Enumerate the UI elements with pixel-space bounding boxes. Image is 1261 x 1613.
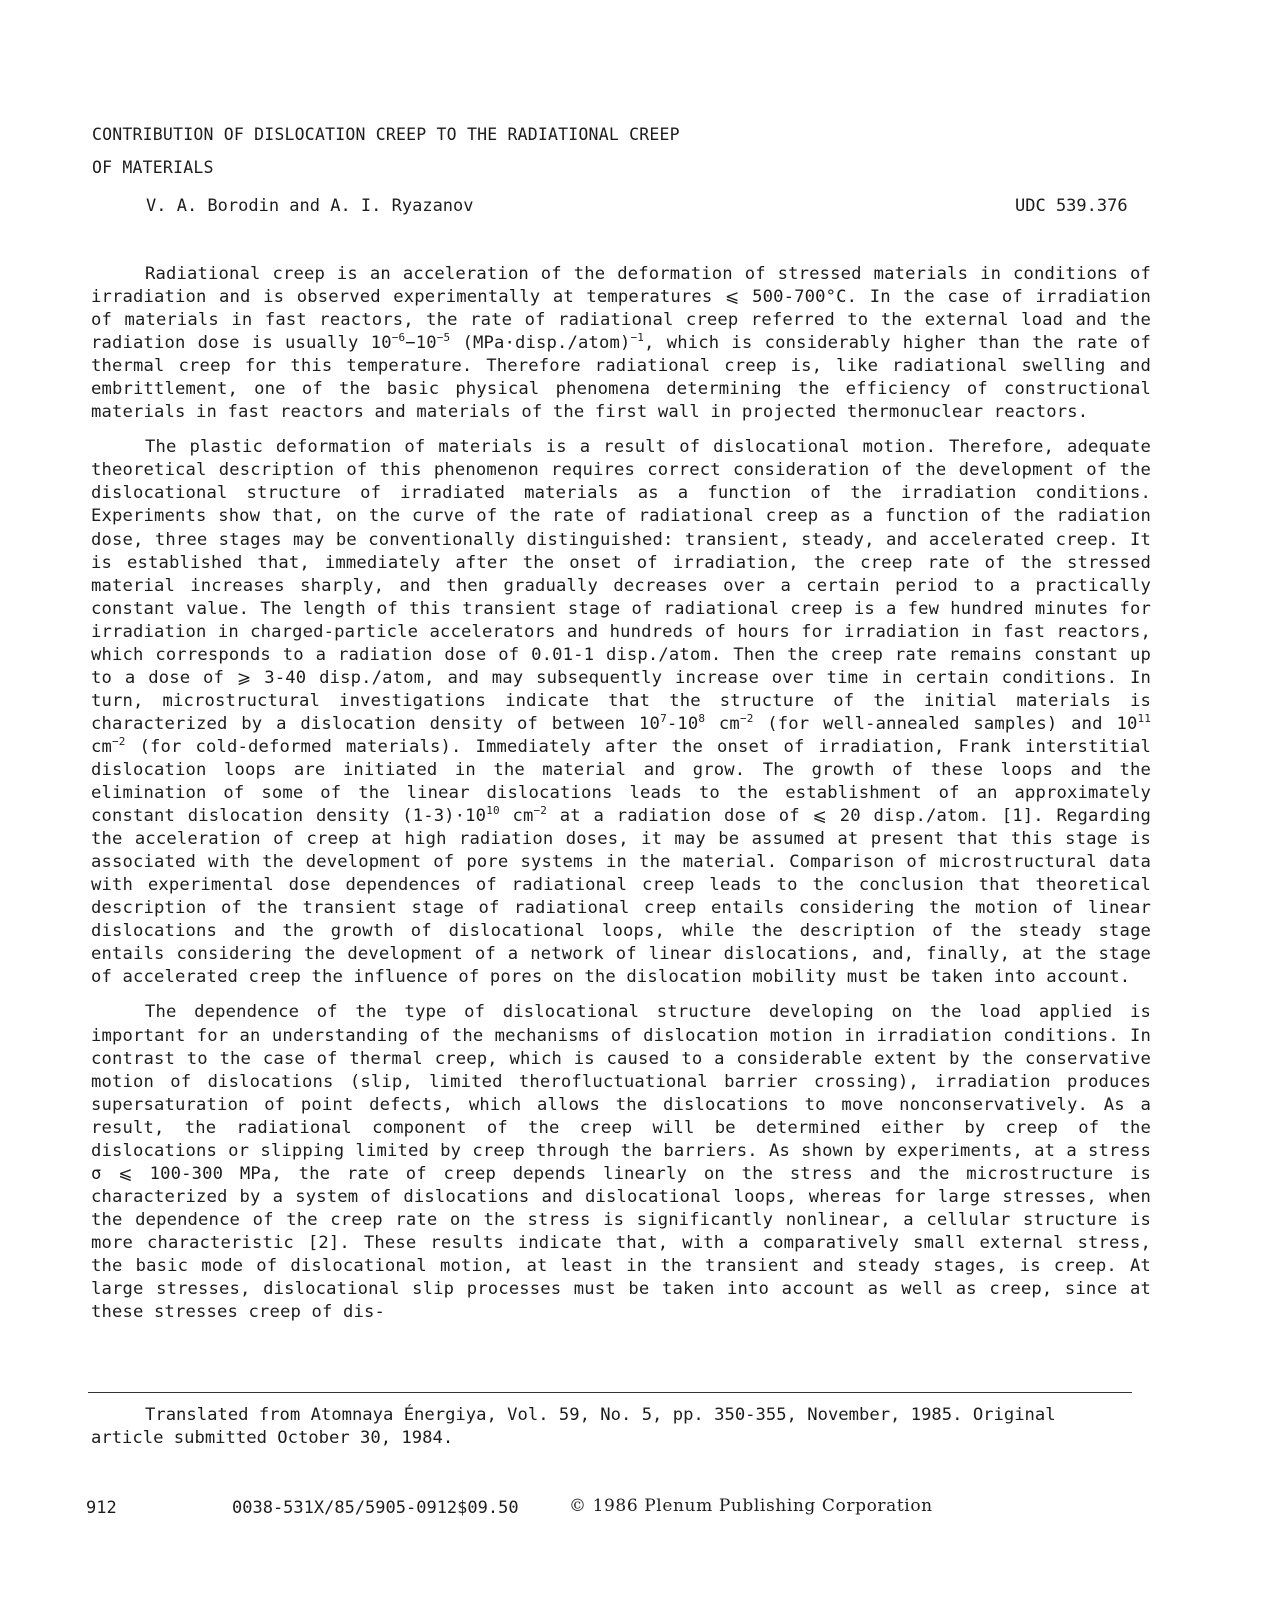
article-body [91, 263, 1151, 1336]
paragraph-2: The plastic deformation of materials is a result of dislocational motion. Therefore, adequate theoretical description of this phenomenon requires correct consideration of the development of the dislocational structure of irradiated materials as a function of the irradiation conditions. Experiments show that, on the curve of the rate of radiational creep as a function of the radiation dose, three stages may be conventionally distinguished: transient, steady, and accelerated creep. It is established that, immediately after the onset of irradiation, the creep rate of the stressed material increases sharply, and then gradually decreases over a certain period to a practically constant value. The length of this transient stage of radiational creep is a few hundred minutes for irradiation in charged-particle accelerators and hundreds of hours for irradiation in fast reactors, which corresponds to a radiation dose of 0.01-1 disp./atom. Then the creep rate remains constant up to a dose of ⩾ 3-40 disp./atom, and may subsequently increase over time in certain conditions. In turn, microstructural investigations indicate that the structure of the initial materials is characterized by a dislocation density of between $10^7-10^8$ $cm^{-2}$ (for well-annealed samples) and $10^{11}$ $cm^{-2}$ (for cold-deformed materials). Immediately after the onset of irradiation, Frank interstitial dislocation loops are initiated in the material and grow. The growth of these loops and the elimination of some of the linear dislocations leads to the establishment of an approximately constant dislocation density $(1-3)\cdot 10^{10}$ $cm^{-2}$ at a radiation dose of ⩽ 20 disp./atom. [1]. Regarding the acceleration of creep at high radiation doses, it may be assumed at present that this stage is associated with the development of pore systems in the material. Comparison of microstructural data with experimental dose dependences of radiational creep leads to the conclusion that theoretical description of the transient stage of radiational creep entails considering the motion of linear dislocations and the growth of dislocational loops, while the description of the steady stage entails considering the development of a network of linear dislocations, and, finally, at the stage of accelerated creep the influence of pores on the dislocation mobility must be taken into account. [91, 437, 1152, 988]
article-code: 0038-531X/85/5905-0912$09.50 [232, 1498, 519, 1518]
copyright: © 1986 Plenum Publishing Corporation [569, 1496, 933, 1516]
page-number: 912 [86, 1498, 117, 1518]
title-line-1: CONTRIBUTION OF DISLOCATION CREEP TO THE RADIATIONAL CREEP [92, 125, 680, 144]
authors: V. A. Borodin and A. I. Ryazanov [146, 196, 474, 216]
article-title [92, 118, 680, 184]
paragraph-3: The dependence of the type of dislocational structure developing on the load applied is important for an understanding of the mechanisms of dislocation motion in irradiation conditions. In contrast to the case of thermal creep, which is caused to a considerable extent by the conservative motion of dislocations (slip, limited therofluctuational barrier crossing), irradiation produces supersaturation of point defects, which allows the dislocations to move nonconservatively. As a result, the radiational component of the creep will be determined either by creep of the dislocations or slipping limited by creep through the barriers. As shown by experiments, at a stress σ ⩽ 100-300 MPa, the rate of creep depends linearly on the stress and the microstructure is characterized by a system of dislocations and dislocational loops, whereas for large stresses, when the dependence of the creep rate on the stress is significantly nonlinear, a cellular structure is more characteristic [2]. These results indicate that, with a comparatively small external stress, the basic mode of dislocational motion, at least in the transient and steady stages, is creep. At large stresses, dislocational slip processes must be taken into account as well as creep, since at these stresses creep of dis- [91, 1002, 1151, 1323]
translation-footnote: Translated from Atomnaya Énergiya, Vol. 59, No. 5, pp. 350-355, November, 1985. Original article submitted October 30, 1984. [91, 1405, 1056, 1448]
udc-code: UDC 539.376 [1015, 196, 1128, 216]
footnote-divider [88, 1392, 1132, 1393]
paragraph-1: Radiational creep is an acceleration of the deformation of stressed materials in conditions of irradiation and is observed experimentally at temperatures ⩽ 500-700°C. In the case of irradiation of materials in fast reactors, the rate of radiational creep referred to the external load and the radiation dose is usually $10^{-6}-10^{-5}$ (MPa·disp./atom)$^{-1}$, which is considerably higher than the rate of thermal creep for this temperature. Therefore radiational creep is, like radiational swelling and embrittlement, one of the basic physical phenomena determining the efficiency of constructional materials in fast reactors and materials of the first wall in projected thermonuclear reactors. [91, 264, 1152, 423]
title-line-2: OF MATERIALS [92, 158, 214, 177]
